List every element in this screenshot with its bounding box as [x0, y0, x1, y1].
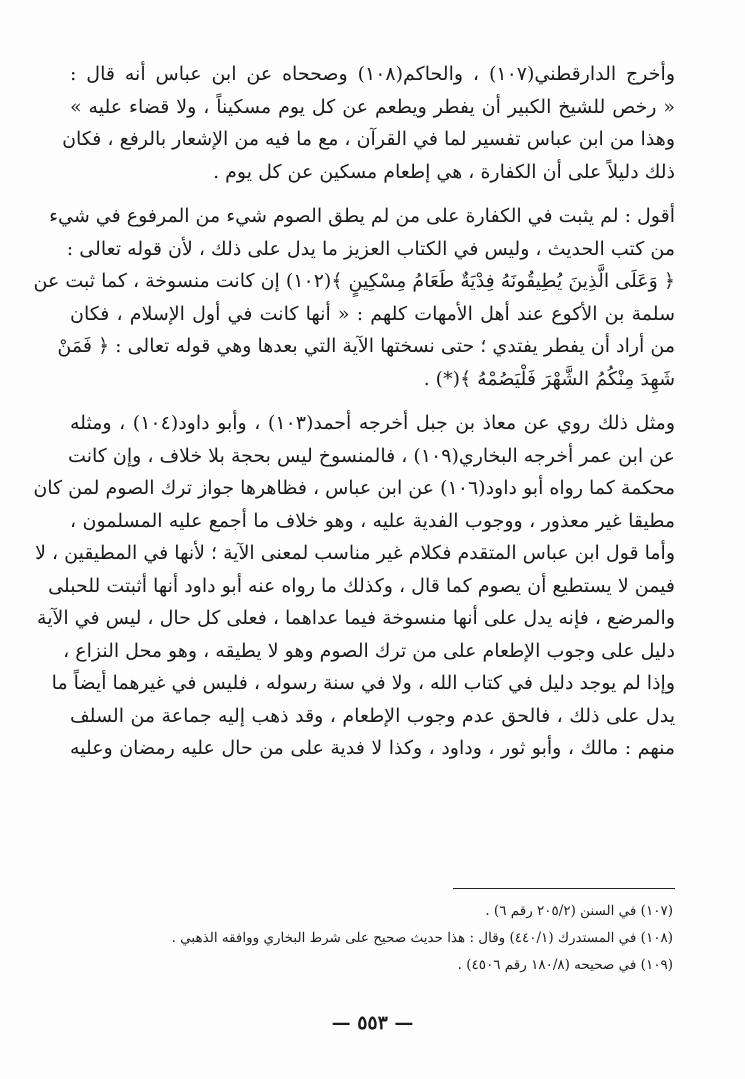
- text-line: وهذا من ابن عباس تفسير لما في القرآن ، مع ما فيه من الإشعار بالرفع ، فكان: [62, 128, 675, 150]
- text-line: سلمة بن الأكوع عند أهل الأمهات كلهم : « أنها كانت في أول الإسلام ، فكان: [70, 302, 675, 325]
- text-line: ذلك دليلاً على أن الكفارة ، هي إطعام مسكين عن كل يوم .: [213, 160, 675, 183]
- text-line: دليل على وجوب الإطعام على من ترك الصوم وهو لا يطيقه ، وهو محل النزاع ،: [63, 639, 675, 662]
- text-line: وأخرج الدارقطني(١٠٧) ، والحاكم(١٠٨) وصححاه عن ابن عباس أنه قال :: [70, 63, 675, 85]
- main-text: [33, 58, 676, 765]
- text-line: شَهِدَ مِنْكُمُ الشَّهْرَ فَلْيَصُمْهُ ﴾(*) .: [423, 367, 675, 390]
- text-line: « رخص للشيخ الكبير أن يفطر ويطعم عن كل يوم مسكيناً ، ولا قضاء عليه »: [70, 95, 675, 118]
- footnote-divider: [453, 888, 675, 889]
- text-line: وأما قول ابن عباس المتقدم فكلام غير مناسب لمعنى الآية ؛ لأنها في المطيقين ، لا: [35, 542, 675, 564]
- text-line: من أراد أن يفطر يفتدي ؛ حتى نسختها الآية التي بعدها وهي قوله تعالى : ﴿ فَمَنْ: [57, 335, 675, 357]
- text-line: محكمة كما رواه أبو داود(١٠٦) عن ابن عباس ، فظاهرها جواز ترك الصوم لمن كان: [33, 477, 675, 499]
- text-line: من كتب الحديث ، وليس في الكتاب العزيز ما يدل على ذلك ، لأن قوله تعالى :: [66, 237, 675, 260]
- footnote-item: (١٠٨) في المستدرك (٤٤٠/١) وقال : هذا حديث صحيح على شرط البخاري ووافقه الذهبي .: [171, 930, 673, 946]
- text-line: منهم : مالك ، وأبو ثور ، وداود ، وكذا لا فدية على من حال عليه رمضان وعليه: [70, 737, 675, 759]
- paragraph-2: [33, 200, 675, 395]
- footnote-item: (١٠٧) في السنن (٢٠٥/٢ رقم ٦) .: [485, 903, 673, 919]
- footnotes: [70, 898, 673, 979]
- text-line: ومثل ذلك روي عن معاذ بن جبل أخرجه أحمد(١٠٣) ، وأبو داود(١٠٤) ، ومثله: [70, 412, 676, 434]
- text-line: أقول : لم يثبت في الكفارة على من لم يطق الصوم شيء من المرفوع في شيء: [49, 205, 675, 227]
- text-line: فيمن لا يستطيع أن يصوم كما قال ، وكذلك ما رواه عنه أبو داود أنها أثبتت للحبلى: [48, 574, 675, 597]
- text-line: والمرضع ، فإنه يدل على أنها منسوخة فيما عداهما ، فعلى كل حال ، ليس في الآية: [37, 607, 675, 629]
- text-line: ﴿ وَعَلَى الَّذِينَ يُطِيقُونَهُ فِدْيَةٌ طَعَامُ مِسْكِينٍ ﴾(١٠٢) إن كانت منسوخة ، كما ثبت عن: [33, 270, 675, 292]
- page-number: — ٥٥٣ —: [331, 1012, 414, 1034]
- text-line: مطيقا غير معذور ، ووجوب الفدية عليه ، وهو خلاف ما أجمع عليه المسلمون ،: [70, 509, 675, 532]
- text-line: يدل على ذلك ، فالحق عدم وجوب الإطعام ، وقد ذهب إليه جماعة من السلف: [70, 704, 675, 727]
- paragraph-3: [33, 407, 676, 765]
- text-line: عن ابن عمر أخرجه البخاري(١٠٩) ، فالمنسوخ ليس بحجة بلا خلاف ، وإن كانت: [68, 444, 675, 467]
- footnote-item: (١٠٩) في صحيحه (١٨٠/٨ رقم ٤٥٠٦) .: [457, 957, 673, 973]
- paragraph-1: [62, 58, 675, 188]
- text-line: وإذا لم يوجد دليل في كتاب الله ، ولا في سنة رسوله ، فليس في غيرهما أيضاً ما: [51, 672, 675, 694]
